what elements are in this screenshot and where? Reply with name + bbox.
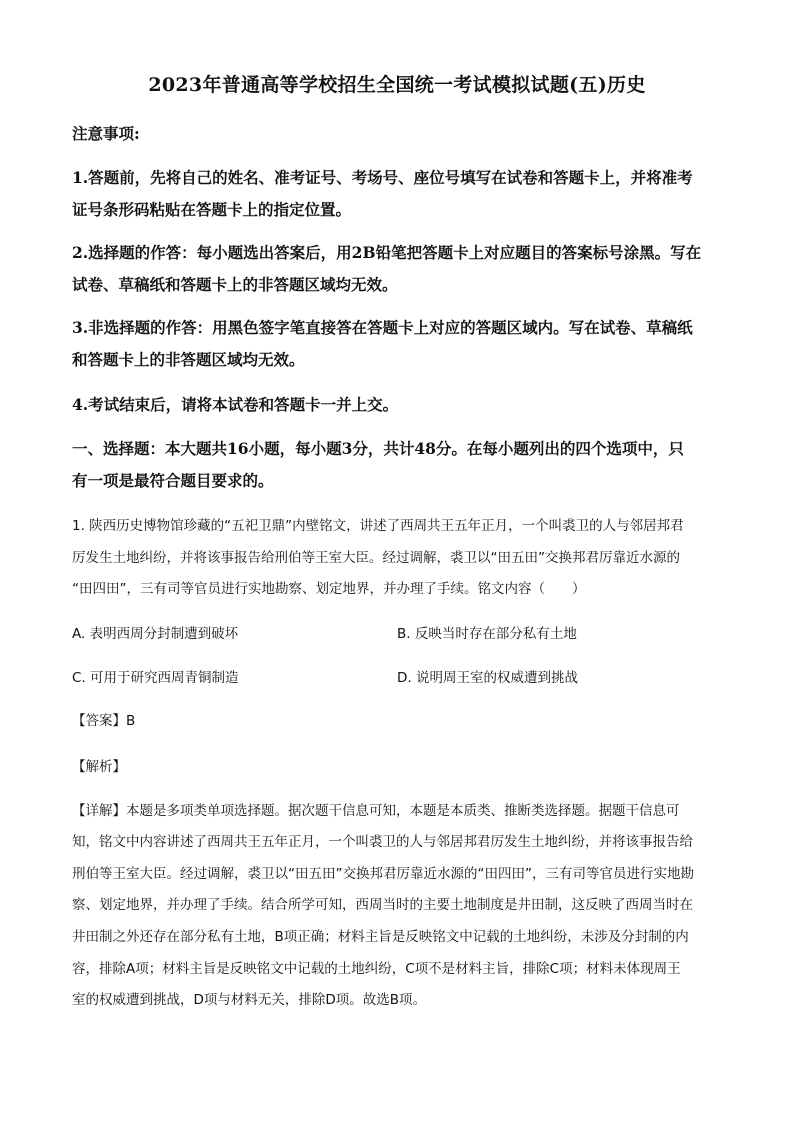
notice-item-1-line-1: 1.答题前，先将自己的姓名、准考证号、考场号、座位号填写在试卷和答题卡上，并将准考 — [72, 168, 693, 187]
notice-item-3-line-2: 和答题卡上的非答题区域均无效。 — [72, 350, 305, 369]
detail-line-6: 容，排除A项；材料主旨是反映铭文中记载的土地纠纷，C项不是材料主旨，排除C项；材料未体现周王 — [72, 961, 681, 977]
option-d: D. 说明周王室的权威遭到挑战 — [397, 670, 578, 686]
notice-item-2-line-1: 2.选择题的作答：每小题选出答案后，用2B铅笔把答题卡上对应题目的答案标号涂黑。写在 — [72, 243, 702, 262]
detail-line-2: 知，铭文中内容讲述了西周共王五年正月，一个叫裘卫的人与邻居邦君厉发生土地纠纷，并将该事报告给 — [72, 834, 693, 850]
notice-item-1-line-2: 证号条形码粘贴在答题卡上的指定位置。 — [72, 200, 352, 219]
answer-label: 【答案】B — [72, 713, 136, 729]
option-c: C. 可用于研究西周青铜制造 — [72, 670, 239, 686]
page-title: 2023年普通高等学校招生全国统一考试模拟试题(五)历史 — [148, 74, 646, 96]
notice-item-4: 4.考试结束后，请将本试卷和答题卡一并上交。 — [72, 395, 399, 414]
question-stem-line-2: 厉发生土地纠纷，并将该事报告给刑伯等王室大臣。经过调解，裘卫以“田五田”交换邦君厉靠近水源的 — [72, 550, 680, 566]
option-b: B. 反映当时存在部分私有土地 — [397, 626, 577, 642]
notice-item-3-line-1: 3.非选择题的作答：用黑色签字笔直接答在答题卡上对应的答题区域内。写在试卷、草稿纸 — [72, 318, 693, 337]
analysis-label: 【解析】 — [72, 759, 126, 775]
option-a: A. 表明西周分封制遭到破坏 — [72, 626, 239, 642]
notice-heading: 注意事项: — [72, 124, 140, 143]
detail-line-4: 察、划定地界，并办理了手续。结合所学可知，西周当时的主要土地制度是井田制，这反映了西周当时在 — [72, 897, 693, 913]
question-stem-line-1: 1. 陕西历史博物馆珍藏的“五祀卫鼎”内壁铭文，讲述了西周共王五年正月，一个叫裘卫的人与邻居邦君 — [72, 518, 684, 534]
detail-line-5: 井田制之外还存在部分私有土地，B项正确；材料主旨是反映铭文中记载的土地纠纷，未涉及分封制的内 — [72, 929, 689, 945]
section-heading-line-1: 一、选择题：本大题共16小题，每小题3分，共计48分。在每小题列出的四个选项中，只 — [72, 439, 684, 458]
notice-item-2-line-2: 试卷、草稿纸和答题卡上的非答题区域均无效。 — [72, 275, 398, 294]
detail-line-1: 【详解】本题是多项类单项选择题。据次题干信息可知，本题是本质类、推断类选择题。据题干信息可 — [72, 803, 680, 819]
question-stem-line-3: “田四田”，三有司等官员进行实地勘察、划定地界，并办理了手续。铭文内容（ ） — [72, 581, 586, 597]
section-heading-line-2: 有一项是最符合题目要求的。 — [72, 471, 274, 490]
detail-line-7: 室的权威遭到挑战，D项与材料无关，排除D项。故选B项。 — [72, 992, 427, 1008]
detail-line-3: 刑伯等王室大臣。经过调解，裘卫以“田五田”交换邦君厉靠近水源的“田四田”，三有司等官员进行实地勘 — [72, 866, 694, 882]
